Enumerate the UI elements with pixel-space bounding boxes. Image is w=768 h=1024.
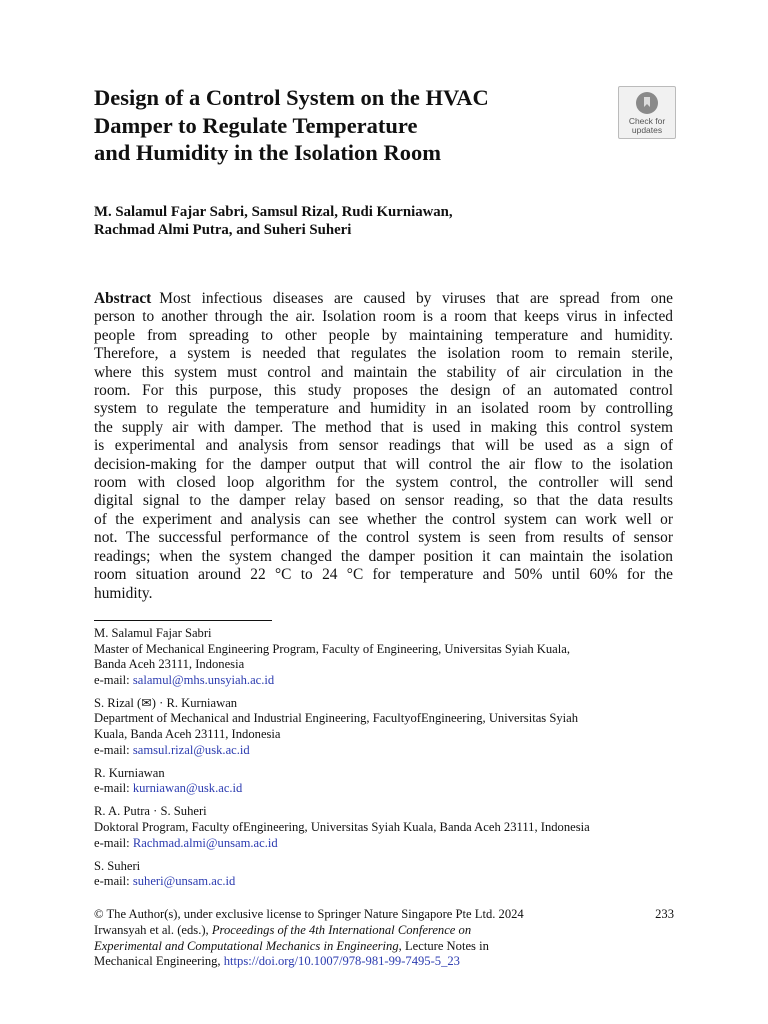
title-line: Design of a Control System on the HVAC xyxy=(94,85,489,110)
title-line: Damper to Regulate Temperature xyxy=(94,112,418,138)
series: , Lecture Notes in xyxy=(398,938,489,953)
abstract-line xyxy=(94,474,673,492)
abstract-text: where this system must control and maintain the stability of air circulation in the xyxy=(94,363,673,381)
abstract-text: readings; when the system changed the damper position it can maintain the isolation xyxy=(94,547,673,565)
abstract-line xyxy=(94,345,673,363)
abstract-text: Most infectious diseases are caused by viruses that are spread from one xyxy=(159,290,673,307)
abstract-line xyxy=(94,437,673,455)
abstract-text: people from spreading to other people by maintaining temperature and humidity. xyxy=(94,326,673,344)
author-line: M. Salamul Fajar Sabri, Samsul Rizal, Rudi Kurniawan, xyxy=(94,204,453,220)
abstract-line xyxy=(94,290,673,308)
abstract-line xyxy=(94,400,673,418)
email-label: e-mail: xyxy=(94,672,133,687)
abstract-text: room situation around 22 °C to 24 °C for temperature and 50% until 60% for the xyxy=(94,566,673,584)
paper-title xyxy=(94,84,489,167)
editors: Irwansyah et al. (eds.), xyxy=(94,922,212,937)
bookmark-icon xyxy=(636,92,658,114)
doi-link[interactable]: https://doi.org/10.1007/978-981-99-7495-5_23 xyxy=(223,954,460,969)
abstract-line xyxy=(94,456,673,474)
affiliation-name: R. A. Putra · S. Suheri xyxy=(94,804,207,819)
abstract-text: Therefore, a system is needed that regulates the isolation room to remain sterile, xyxy=(94,345,673,363)
footnote-divider xyxy=(94,620,272,621)
affiliation-note xyxy=(94,766,694,797)
email-label: e-mail: xyxy=(94,835,133,850)
abstract-text: person to another through the air. Isolation room is a room that keeps virus in infected xyxy=(94,308,673,326)
affiliation-note xyxy=(94,859,694,890)
affiliation-address: Banda Aceh 23111, Indonesia xyxy=(94,657,245,672)
affiliation-name: S. Suheri xyxy=(94,858,141,873)
email-link[interactable]: Rachmad.almi@unsam.ac.id xyxy=(132,835,278,850)
author-line: Rachmad Almi Putra, and Suheri Suheri xyxy=(94,221,352,238)
abstract-text: room with closed loop algorithm for the system control, the controller will send xyxy=(94,474,673,492)
email-link[interactable]: kurniawan@usk.ac.id xyxy=(132,781,243,796)
email-label: e-mail: xyxy=(94,781,133,796)
affiliations xyxy=(94,626,694,897)
affiliation-note xyxy=(94,804,694,851)
abstract-line xyxy=(94,511,673,529)
abstract xyxy=(94,290,673,603)
email-link[interactable]: suheri@unsam.ac.id xyxy=(132,874,236,889)
page-footer xyxy=(94,907,674,970)
abstract-text: not. The successful performance of the control system is seen from results of sensor xyxy=(94,529,673,547)
email-label: e-mail: xyxy=(94,742,133,757)
series: Mechanical Engineering, xyxy=(94,954,224,969)
page-number: 233 xyxy=(655,907,674,921)
affiliation-note xyxy=(94,626,694,688)
abstract-text: room. For this purpose, this study proposes the design of an automated control xyxy=(94,382,673,400)
email-label: e-mail: xyxy=(94,874,133,889)
abstract-line xyxy=(94,548,673,566)
abstract-line xyxy=(94,529,673,547)
abstract-line xyxy=(94,566,673,584)
abstract-text: decision-making for the damper output that will control the air flow to the isolation xyxy=(94,455,673,473)
affiliation-name: S. Rizal (✉) · R. Kurniawan xyxy=(94,695,238,710)
email-link[interactable]: samsul.rizal@usk.ac.id xyxy=(132,742,250,757)
email-link[interactable]: salamul@mhs.unsyiah.ac.id xyxy=(132,672,275,687)
abstract-text: humidity. xyxy=(94,584,153,602)
check-for-updates-badge[interactable] xyxy=(618,86,676,139)
title-line: and Humidity in the Isolation Room xyxy=(94,140,441,165)
affiliation-address: Master of Mechanical Engineering Program, Faculty of Engineering, Universitas Syiah Kuala, xyxy=(94,641,570,656)
affiliation-address: Department of Mechanical and Industrial Engineering, FacultyofEngineering, Universitas Syiah xyxy=(94,711,579,726)
abstract-text: the supply air with damper. The method that is used in making this control system xyxy=(94,418,673,436)
affiliation-address: Kuala, Banda Aceh 23111, Indonesia xyxy=(94,727,281,742)
abstract-line xyxy=(94,382,673,400)
badge-text: updates xyxy=(631,124,663,135)
proceedings-title: Proceedings of the 4th International Conference on xyxy=(211,922,472,937)
abstract-text: is experimental and analysis from sensor readings that will be used as a sign of xyxy=(94,437,673,455)
author-list xyxy=(94,204,453,239)
abstract-line xyxy=(94,364,673,382)
affiliation-address: Doktoral Program, Faculty ofEngineering, Universitas Syiah Kuala, Banda Aceh 23111, Indonesia xyxy=(94,820,590,835)
affiliation-name: R. Kurniawan xyxy=(94,765,165,780)
badge-text: Check for xyxy=(628,116,666,126)
abstract-line xyxy=(94,585,673,603)
proceedings-title: Experimental and Computational Mechanics in Engineering xyxy=(94,938,399,953)
abstract-line xyxy=(94,308,673,326)
abstract-text: of the experiment and analysis can see whether the control system can work well or xyxy=(94,510,673,528)
abstract-text: digital signal to the damper relay based on sensor reading, so that the data results xyxy=(94,492,673,510)
abstract-label: Abstract xyxy=(94,290,152,307)
abstract-line xyxy=(94,327,673,345)
affiliation-note xyxy=(94,696,694,758)
abstract-line xyxy=(94,419,673,437)
copyright: © The Author(s), under exclusive license to Springer Nature Singapore Pte Ltd. 2024 xyxy=(94,907,524,921)
abstract-text: system to regulate the temperature and humidity in an isolated room by controlling xyxy=(94,400,673,418)
affiliation-name: M. Salamul Fajar Sabri xyxy=(94,626,212,640)
abstract-line xyxy=(94,492,673,510)
